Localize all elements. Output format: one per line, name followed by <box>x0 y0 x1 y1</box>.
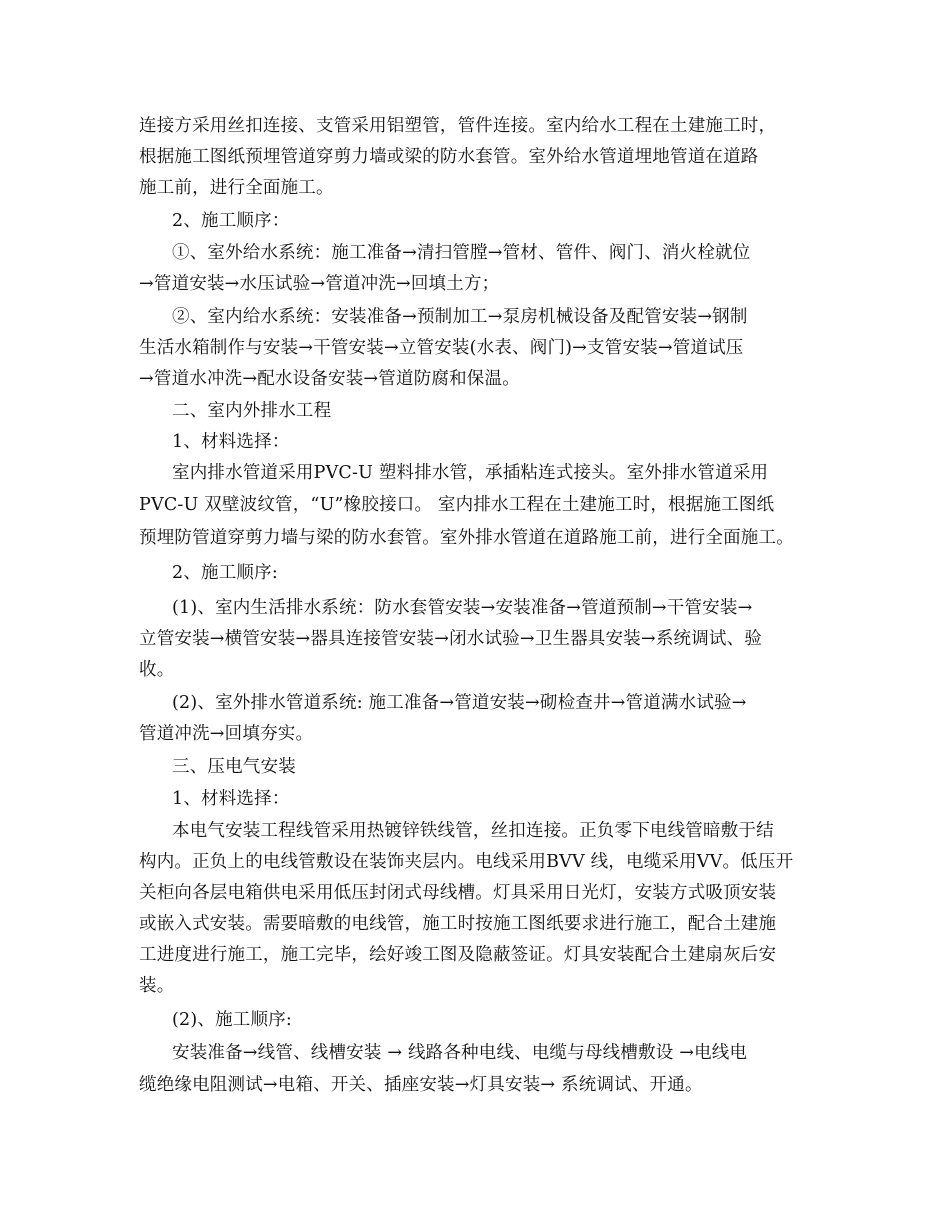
section-heading: 三、压电气安装 <box>172 757 296 777</box>
paragraph-line: (2)、室外排水管道系统: 施工准备→管道安装→砌检查井→管道满水试验→ <box>172 693 747 713</box>
paragraph-line: 管道冲洗→回填夯实。 <box>139 724 314 744</box>
paragraph-line: →管道安装→水压试验→管道冲洗→回填土方； <box>139 274 500 294</box>
paragraph-line: (1)、室内生活排水系统：防水套管安装→安装准备→管道预制→干管安装→ <box>172 598 753 618</box>
paragraph-line: PVC-U 双壁波纹管，“U”橡胶接口。 室内排水工程在土建施工时，根据施工图纸 <box>139 495 775 515</box>
paragraph-line: 关柜向各层电箱供电采用低压封闭式母线槽。灯具采用日光灯，安装方式吸顶安装 <box>139 883 777 903</box>
paragraph-line: 预埋防管道穿剪力墙与梁的防水套管。室外排水管道在道路施工前，进行全面施工。 <box>139 528 794 548</box>
paragraph-line: 工进度进行施工，施工完毕，绘好竣工图及隐蔽签证。灯具安装配合土建扇灰后安 <box>139 945 777 965</box>
paragraph-line: 施工前，进行全面施工。 <box>139 178 334 198</box>
paragraph-line: 生活水箱制作与安装→干管安装→立管安装(水表、阀门)→支管安装→管道试压 <box>139 338 744 358</box>
section-heading: 2、施工顺序: <box>172 563 278 583</box>
paragraph-line: 装。 <box>139 976 175 996</box>
section-heading: 二、室内外排水工程 <box>172 401 332 421</box>
paragraph-line: 收。 <box>139 660 175 680</box>
section-heading: 2、施工顺序： <box>172 211 290 231</box>
paragraph-line: 连接方采用丝扣连接、支管采用铝塑管，管件连接。室内给水工程在土建施工时， <box>139 116 777 136</box>
paragraph-line: 本电气安装工程线管采用热镀锌铁线管，丝扣连接。正负零下电线管暗敷于结 <box>172 821 774 841</box>
paragraph-line: 立管安装→横管安装→器具连接管安装→闭水试验→卫生器具安装→系统调试、验 <box>139 629 763 649</box>
paragraph-line: ①、室外给水系统：施工准备→清扫管膛→管材、管件、阀门、消火栓就位 <box>172 243 751 263</box>
paragraph-line: 安装准备→线管、线槽安装 → 线路各种电线、电缆与母线槽敷设 →电线电 <box>172 1043 748 1063</box>
paragraph-line: 或嵌入式安装。需要暗敷的电线管，施工时按施工图纸要求进行施工，配合土建施 <box>139 914 777 934</box>
section-heading: 1、材料选择： <box>172 432 290 452</box>
paragraph-line: 根据施工图纸预埋管道穿剪力墙或梁的防水套管。室外给水管道埋地管道在道路 <box>139 147 759 167</box>
paragraph-line: 室内排水管道采用PVC-U 塑料排水管，承插粘连式接头。室外排水管道采用 <box>172 463 769 483</box>
paragraph-line: 构内。正负上的电线管敷设在装饰夹层内。电线采用BVV 线，电缆采用VV。低压开 <box>139 852 794 872</box>
section-heading: (2)、施工顺序: <box>172 1010 292 1030</box>
paragraph-line: →管道水冲洗→配水设备安装→管道防腐和保温。 <box>139 369 520 389</box>
paragraph-line: 缆绝缘电阻测试→电箱、开关、插座安装→灯具安装→ 系统调试、开通。 <box>139 1075 703 1095</box>
paragraph-line: ②、室内给水系统：安装准备→预制加工→泵房机械设备及配管安装→钢制 <box>172 307 748 327</box>
section-heading: 1、材料选择： <box>172 789 290 809</box>
